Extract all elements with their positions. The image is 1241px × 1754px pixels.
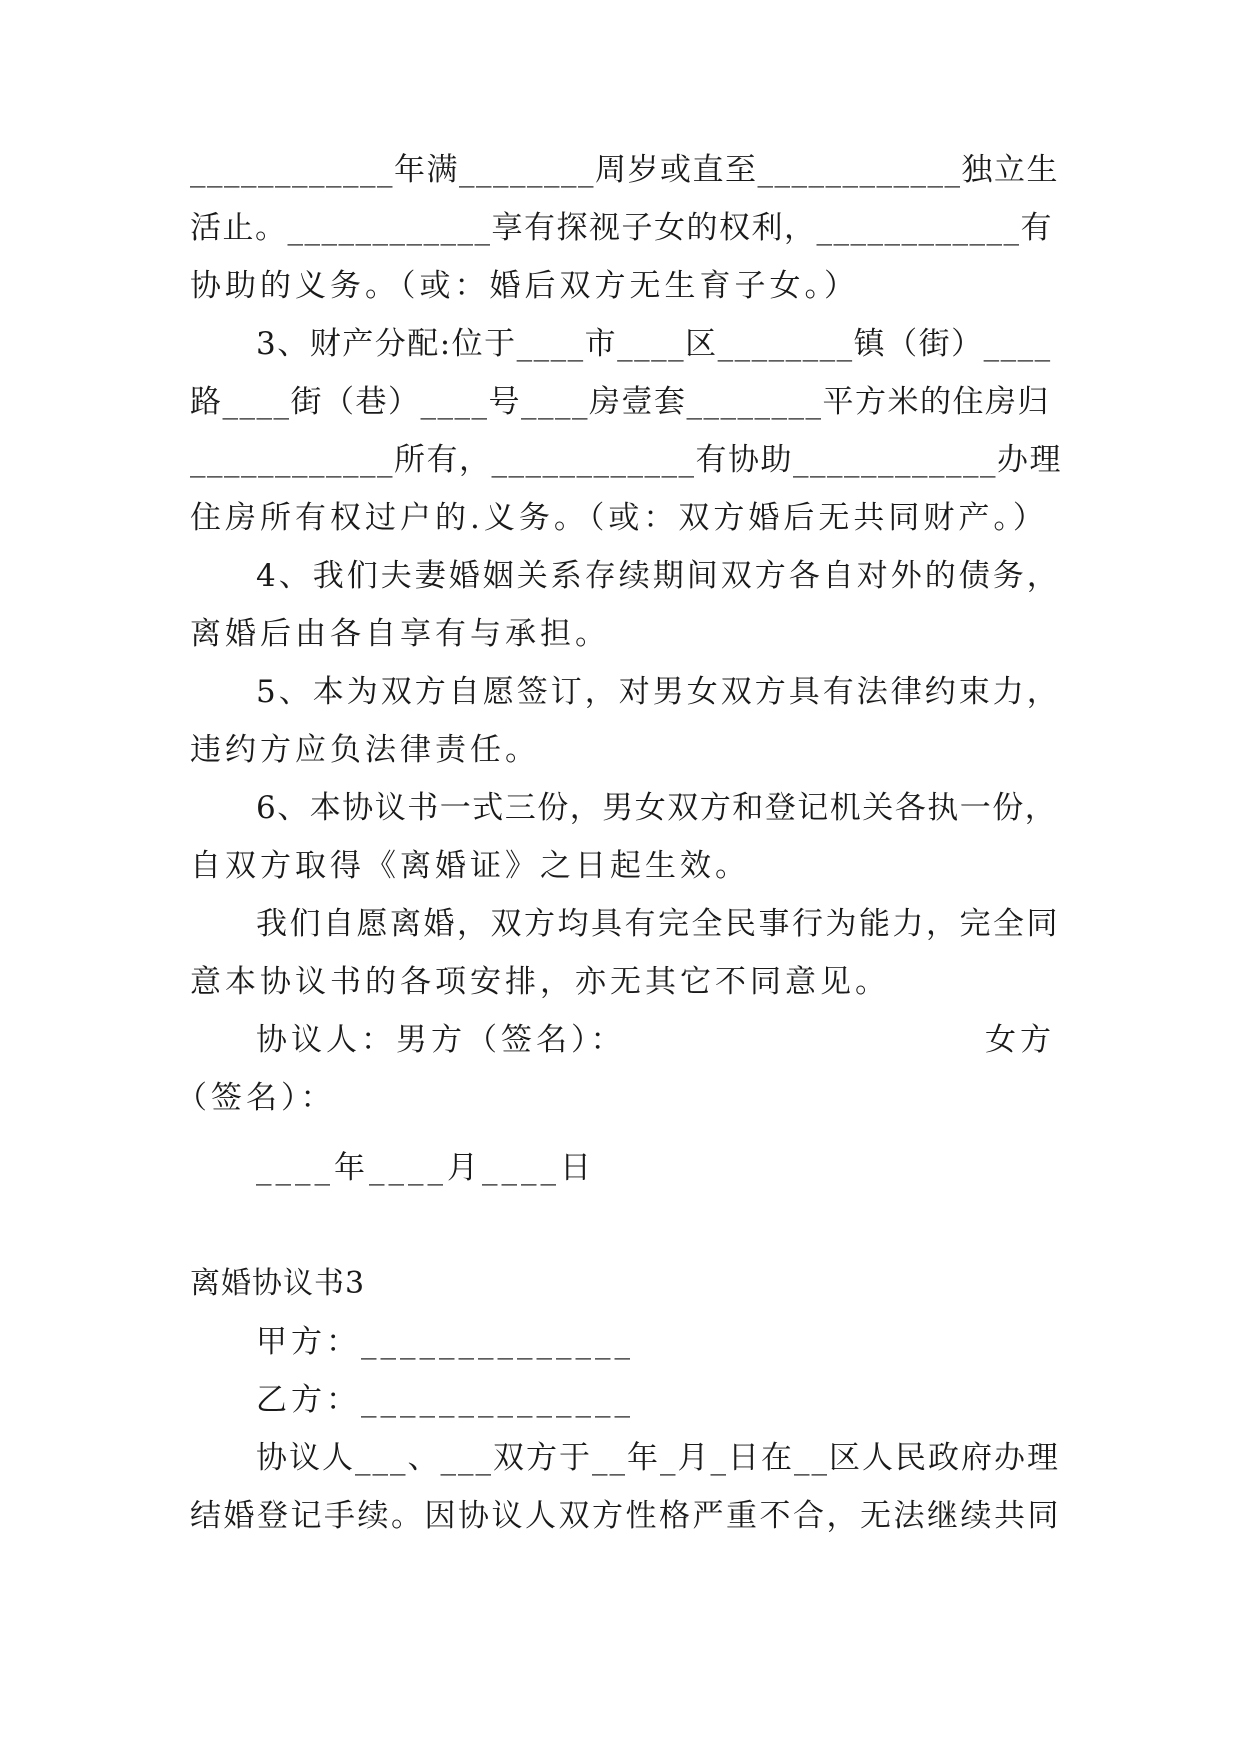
text-line: 活止。____________享有探视子女的权利，____________有 [190, 210, 1053, 246]
text-line: ____________所有，____________有协助____________办理 [190, 442, 1062, 478]
signature-line-female: 女方 [985, 1022, 1055, 1058]
date-line: ____年____月____日 [256, 1150, 595, 1186]
text-line: 路____街（巷）____号____房壹套________平方米的住房归 [190, 384, 1050, 420]
text-line: 离婚后由各自享有与承担。 [190, 616, 610, 652]
signature-line-male: 协议人：男方（签名）： [256, 1022, 626, 1058]
text-line: 我们自愿离婚，双方均具有完全民事行为能力，完全同 [256, 906, 1060, 942]
text-line: 6、本协议书一式三份，男女双方和登记机关各执一份， [256, 790, 1058, 826]
text-line: 协议人___、___双方于__年_月_日在__区人民政府办理 [256, 1440, 1060, 1476]
text-line: 违约方应负法律责任。 [190, 732, 540, 768]
text-line: 5、本为双方自愿签订，对男女双方具有法律约束力， [256, 674, 1061, 710]
text-line: 住房所有权过户的.义务。（或：双方婚后无共同财产。） [190, 500, 1048, 536]
text-line: （签名）： [176, 1080, 336, 1116]
text-line: 4、我们夫妻婚姻关系存续期间双方各自对外的债务， [256, 558, 1061, 594]
section-title: 离婚协议书3 [190, 1266, 366, 1301]
text-line: 自双方取得《离婚证》之日起生效。 [190, 848, 750, 884]
text-line: 结婚登记手续。因协议人双方性格严重不合，无法继续共同 [190, 1498, 1061, 1534]
text-line: 3、财产分配:位于____市____区________镇（街）____ [256, 326, 1052, 362]
text-line: ____________年满________周岁或直至____________独立生 [190, 152, 1059, 188]
party-a-line: 甲方：______________ [256, 1324, 634, 1360]
party-b-line: 乙方：______________ [256, 1382, 634, 1418]
text-line: 协助的义务。（或：婚后双方无生育子女。） [190, 268, 859, 304]
text-line: 意本协议书的各项安排，亦无其它不同意见。 [190, 964, 890, 1000]
